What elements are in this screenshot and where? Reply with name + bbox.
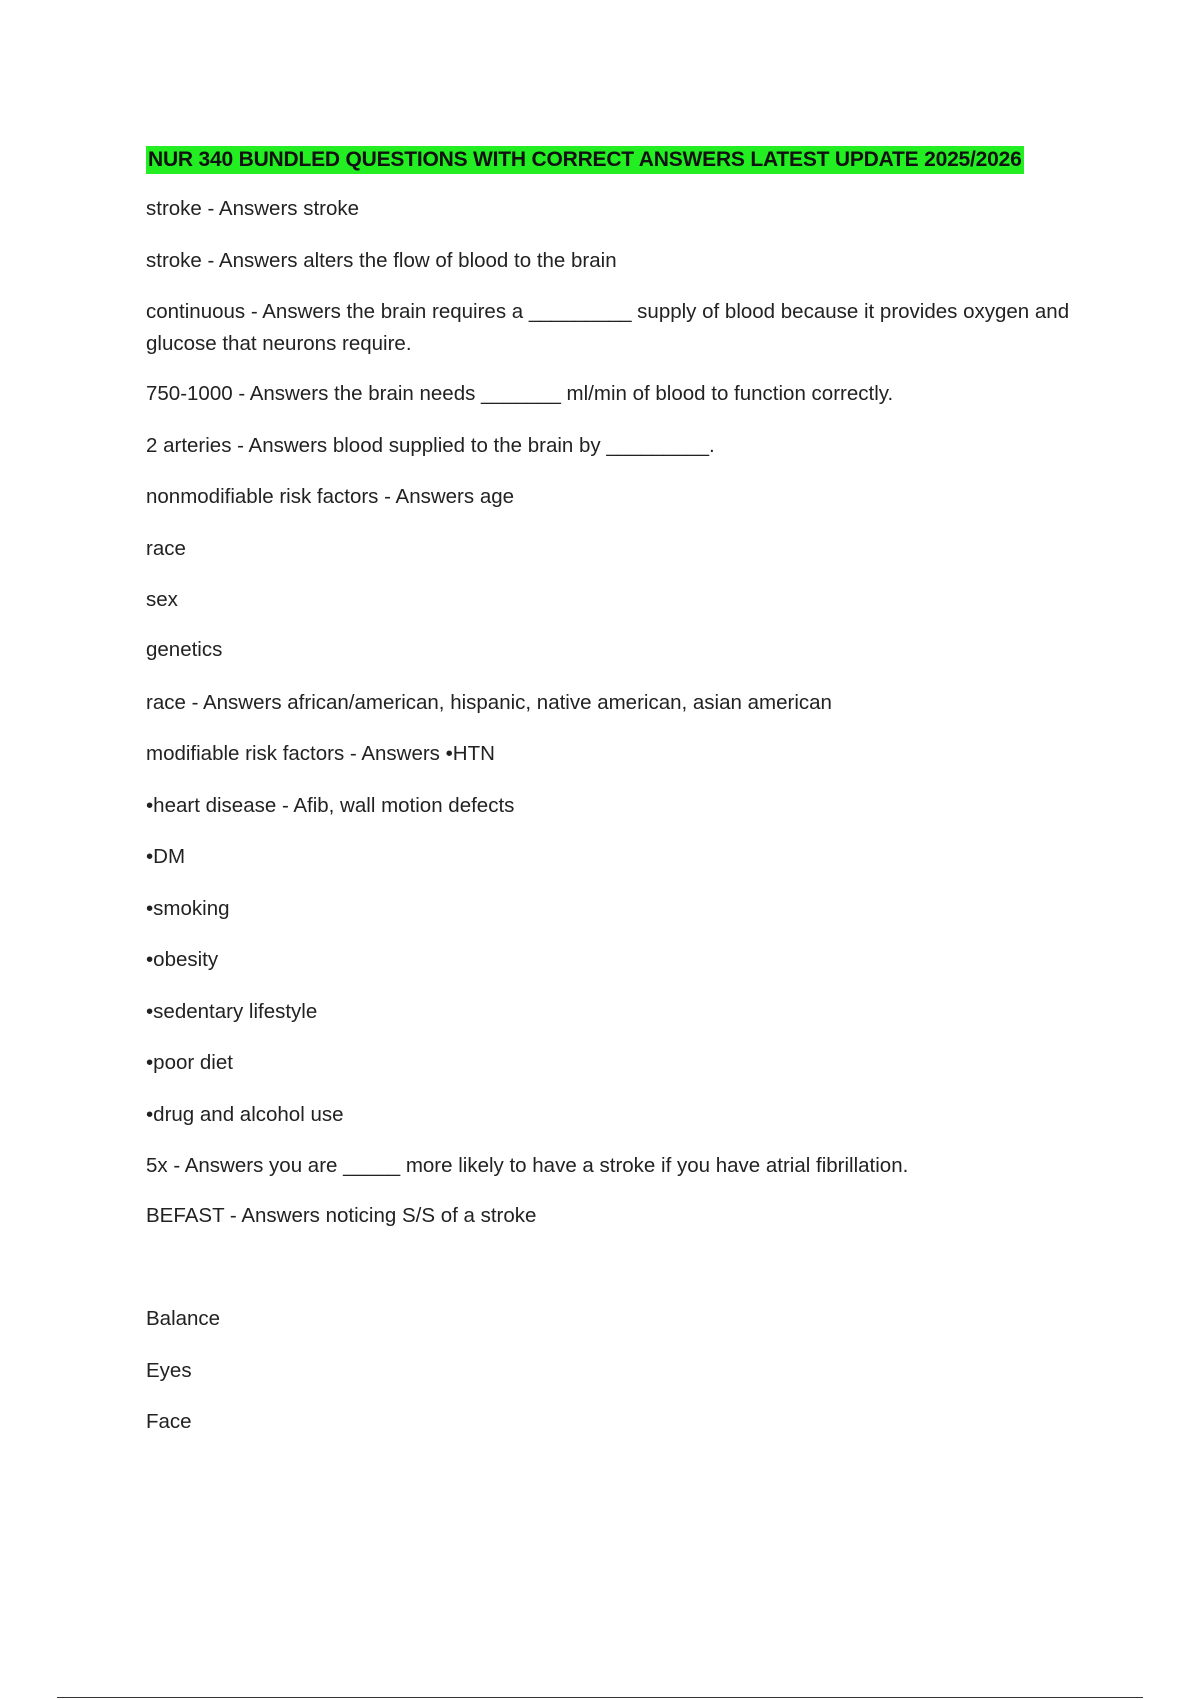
text-line: 750-1000 - Answers the brain needs _______ ml/min of blood to function correctly. [146, 382, 894, 405]
text-line: 5x - Answers you are _____ more likely to have a stroke if you have atrial fibrillation. [146, 1154, 909, 1177]
text-line: stroke - Answers alters the flow of blood to the brain [146, 249, 617, 272]
text-line: •smoking [146, 897, 230, 920]
text-line: BEFAST - Answers noticing S/S of a stroke [146, 1204, 537, 1227]
text-line: •heart disease - Afib, wall motion defects [146, 794, 515, 817]
text-line: nonmodifiable risk factors - Answers age [146, 485, 515, 508]
text-line: stroke - Answers stroke [146, 197, 360, 220]
text-line: •sedentary lifestyle [146, 1000, 318, 1023]
text-line: •obesity [146, 948, 219, 971]
text-line: Eyes [146, 1359, 192, 1382]
footer-rule [57, 1697, 1143, 1698]
text-line: •drug and alcohol use [146, 1103, 344, 1126]
text-line: •poor diet [146, 1051, 233, 1074]
text-line: race - Answers african/american, hispanic, native american, asian american [146, 691, 832, 714]
text-line: •DM [146, 845, 186, 868]
text-line: genetics [146, 638, 223, 661]
text-line: continuous - Answers the brain requires a _________ supply of blood because it provides oxygen and glucose that neurons require. [146, 300, 1070, 355]
text-line: Balance [146, 1307, 221, 1330]
text-line: sex [146, 588, 178, 611]
text-line: race [146, 537, 186, 560]
document-title: NUR 340 BUNDLED QUESTIONS WITH CORRECT ANSWERS LATEST UPDATE 2025/2026 [146, 146, 1024, 174]
text-line: Face [146, 1410, 192, 1433]
text-line: 2 arteries - Answers blood supplied to the brain by _________. [146, 434, 715, 457]
text-line: modifiable risk factors - Answers •HTN [146, 742, 495, 765]
